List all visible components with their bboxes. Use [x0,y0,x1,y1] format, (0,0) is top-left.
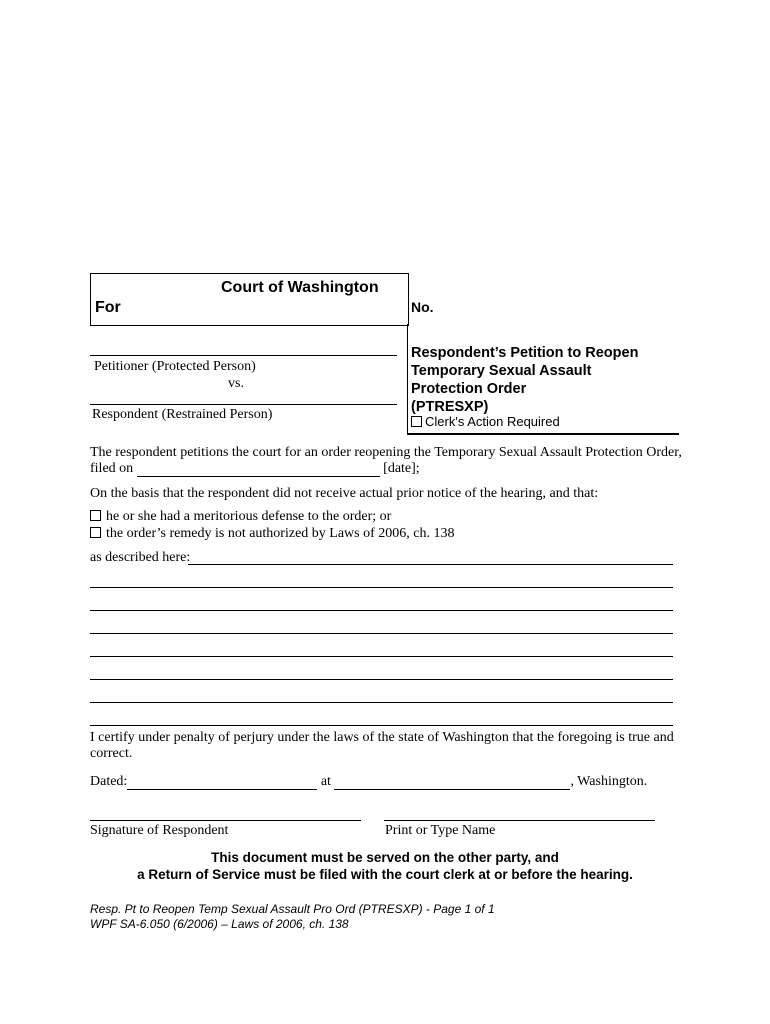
respondent-label: Respondent (Restrained Person) [92,407,273,422]
case-number-label: No. [411,299,434,315]
court-title: Court of Washington [221,279,379,296]
basis-text: On the basis that the respondent did not receive actual prior notice of the hearing, and that: [90,486,599,501]
service-notice-line-1: This document must be served on the other party, and [211,850,559,865]
description-line-8[interactable] [90,725,673,726]
petitioner-label: Petitioner (Protected Person) [94,359,256,374]
service-notice-line-2: a Return of Service must be filed with the court clerk at or before the hearing. [137,867,633,882]
print-name-label: Print or Type Name [385,823,496,838]
header-rule [407,433,679,435]
title-line-1: Respondent’s Petition to Reopen [411,345,639,361]
clerk-action-row [411,414,560,429]
title-line-4: (PTRESXP) [411,399,489,415]
description-line-1[interactable] [188,564,673,565]
footer [90,902,495,932]
description-line-4[interactable] [90,633,673,634]
option-1-row [90,509,391,525]
option-1-checkbox[interactable] [90,510,101,521]
dated-row [90,774,647,790]
filed-on-label: filed on [90,461,134,476]
dated-label: Dated: [90,774,128,789]
for-label: For [95,299,121,316]
print-name-line[interactable] [384,820,655,821]
washington-label: , Washington. [570,774,648,789]
document-title [411,344,638,416]
intro-line-2 [90,461,420,477]
date-hint: [date]; [383,461,420,476]
description-line-3[interactable] [90,610,673,611]
footer-line-2: WPF SA-6.050 (6/2006) – Laws of 2006, ch. 138 [90,917,349,931]
description-line-2[interactable] [90,587,673,588]
footer-line-1: Resp. Pt to Reopen Temp Sexual Assault Pro Ord (PTRESXP) - Page 1 of 1 [90,902,495,916]
option-2-checkbox[interactable] [90,527,101,538]
caption-divider [407,324,408,435]
certify-text: I certify under penalty of perjury under the laws of the state of Washington that the foregoing is true and correct. [90,730,674,761]
vs-label: vs. [228,376,244,391]
intro-line-1: The respondent petitions the court for an order reopening the Temporary Sexual Assault Protection Order, [90,445,682,460]
filed-on-date-field[interactable] [137,464,380,477]
at-label: at [320,774,331,789]
service-notice [90,849,680,883]
option-1-label: he or she had a meritorious defense to the order; or [106,509,392,524]
description-line-7[interactable] [90,702,673,703]
clerk-action-label: Clerk's Action Required [425,414,560,429]
option-2-row [90,526,455,542]
dated-field[interactable] [127,777,317,790]
option-2-label: the order’s remedy is not authorized by Laws of 2006, ch. 138 [106,526,455,541]
description-line-5[interactable] [90,656,673,657]
city-field[interactable] [334,777,570,790]
title-line-3: Protection Order [411,381,527,397]
petitioner-name-line [90,355,397,356]
clerk-action-checkbox[interactable] [411,416,422,427]
title-line-2: Temporary Sexual Assault [411,363,592,379]
description-line-6[interactable] [90,679,673,680]
respondent-name-line [90,404,397,405]
signature-label: Signature of Respondent [90,823,229,838]
signature-line[interactable] [90,820,361,821]
described-here-label: as described here: [90,550,191,565]
